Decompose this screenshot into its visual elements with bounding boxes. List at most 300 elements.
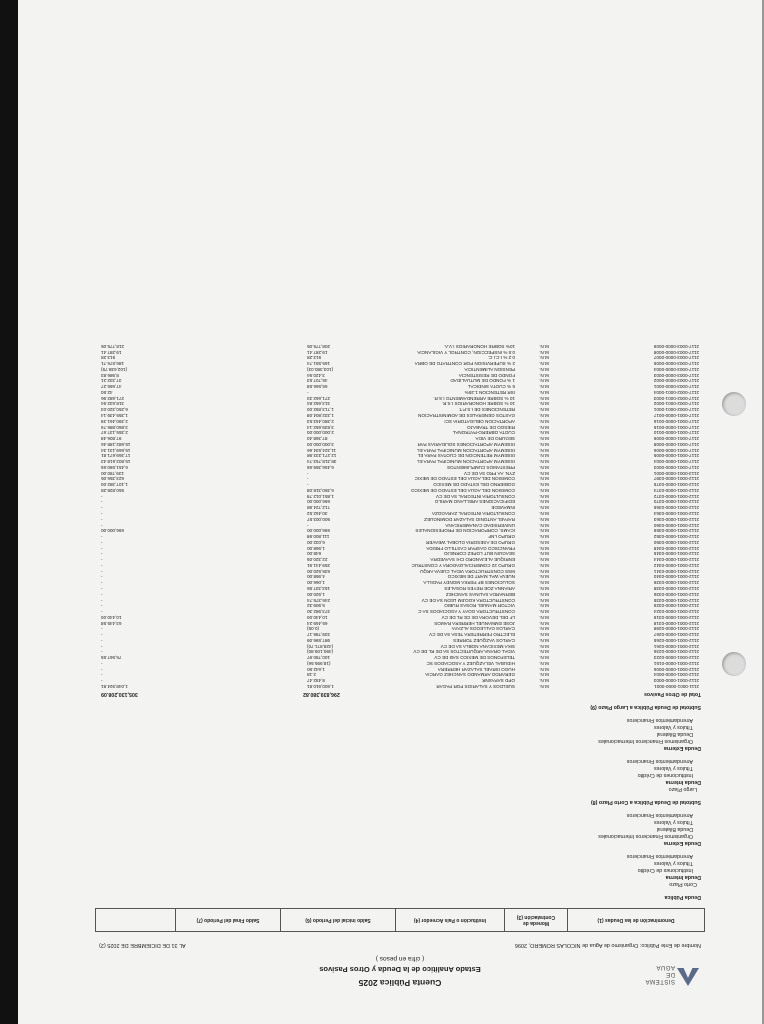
table-row — [95, 608, 705, 614]
saldo-inicial: - — [307, 476, 309, 482]
account-code: 2117-0001-0000-0009 — [653, 436, 699, 442]
currency: M.N. — [539, 505, 549, 511]
total-otros-pasivos-row — [95, 689, 701, 697]
account-code: 2117-0003-0000-0002 — [653, 378, 699, 384]
saldo-final: - — [101, 643, 103, 649]
account-code: 2112-0001-0000-0341 — [653, 568, 699, 574]
creditor-name: MSS CONSTRUCTORA VIDAL CUEVA ARQU — [420, 568, 515, 574]
creditor-name: LF DEL DEVORA DE CE RL DE CV — [441, 614, 515, 620]
saldo-inicial: 1,642.50 — [307, 666, 325, 672]
saldo-inicial: 246,375.74 — [307, 597, 330, 603]
saldo-final: - — [101, 534, 103, 540]
creditor-name: 1 % FONDO DE MUTUALIDAD — [450, 378, 515, 384]
table-row — [95, 505, 705, 511]
table-row — [95, 424, 705, 430]
table-row — [95, 458, 705, 464]
creditor-name: OPD SAPASNR — [482, 678, 515, 684]
saldo-final: - — [101, 678, 103, 684]
account-code: 2117-0001-0000-0010 — [653, 430, 699, 436]
table-row — [95, 499, 705, 505]
currency: M.N. — [539, 407, 549, 413]
saldo-final: - — [101, 539, 103, 545]
saldo-final: - — [101, 516, 103, 522]
saldo-final: 623,356.05 — [101, 476, 124, 482]
creditor-name: ICAMS, CORPORACION DE PROFESIONALES — [415, 528, 515, 534]
table-row — [95, 672, 705, 678]
currency: M.N. — [539, 562, 549, 568]
saldo-inicial: 65,469.24 — [307, 620, 328, 626]
account-code: 2112-0001-0000-0324 — [653, 609, 699, 615]
saldo-final: 63,445.58 — [101, 620, 122, 626]
account-code: 2117-0001-0000-0004 — [653, 459, 699, 465]
saldo-inicial: 2.18 — [307, 672, 316, 678]
creditor-name: HIDUBAL VELAZQUEZ Y ASOCIADOS SC — [426, 660, 515, 666]
saldo-final: - — [101, 666, 103, 672]
total-otros-pasivos-label: Total de Otros Pasivos — [643, 691, 701, 697]
creditor-name: VICTOR MANUEL ROSAS RUBIO — [444, 603, 515, 609]
account-code: 2117-0001-0000-0015 — [653, 424, 699, 430]
subtotal-largo-plazo: Subtotal de Deuda Pública a Largo Plazo (9) — [590, 704, 701, 710]
account-code: 2112-0001-0000-0374 — [653, 487, 699, 493]
currency: M.N. — [539, 464, 549, 470]
saldo-final: 218,775.05 — [101, 343, 124, 349]
saldo-inicial: 22,320.05 — [307, 557, 328, 563]
creditor-name: ISSEMYM APORTACIONES SOLIDARIAS PAR — [417, 441, 515, 447]
table-row — [95, 481, 705, 487]
account-code: 2112-0001-0000-0344 — [653, 557, 699, 563]
saldo-final: - — [101, 585, 103, 591]
table-row — [95, 579, 705, 585]
saldo-inicial: 1,920.00 — [307, 591, 325, 597]
account-code: 2112-0001-0000-0329 — [653, 603, 699, 609]
table-row — [95, 435, 705, 441]
category-largo-plazo: Largo Plazo — [668, 786, 697, 792]
account-code: 2112-0001-0000-0372 — [653, 493, 699, 499]
saldo-inicial: 5,909.32 — [307, 603, 325, 609]
saldo-final: - — [101, 626, 103, 632]
currency: M.N. — [539, 557, 549, 563]
currency: M.N. — [539, 649, 549, 655]
saldo-final: - — [101, 574, 103, 580]
saldo-final: - — [101, 632, 103, 638]
table-row — [95, 464, 705, 470]
category-item: Arrendamientos Financieros — [626, 758, 693, 764]
currency: M.N. — [539, 470, 549, 476]
creditor-name: 0.5 % INSPECCION, CONTROL Y VIGILANCIA — [417, 349, 515, 355]
saldo-final: 6,451,590.65 — [101, 464, 128, 470]
account-code: 2112-0001-0000-0352 — [653, 534, 699, 540]
saldo-final: 76,567.55 — [101, 655, 122, 661]
table-row — [95, 383, 705, 389]
table-row — [95, 441, 705, 447]
saldo-final: - — [101, 493, 103, 499]
account-code: 2112-0001-0000-0151 — [653, 660, 699, 666]
table-row — [95, 614, 705, 620]
subtotal-corto-plazo: Subtotal de Deuda Pública a Corto Plazo (8) — [590, 799, 701, 805]
table-row — [95, 533, 705, 539]
table-row — [95, 562, 705, 568]
creditor-name: APORTACION OBLIGATORIA SCI — [444, 418, 515, 424]
category-item: Instituciones de Crédito — [637, 772, 693, 778]
currency: M.N. — [539, 476, 549, 482]
category-item: Títulos y Valores — [653, 819, 693, 825]
creditor-name: INMAVEDE — [491, 505, 515, 511]
creditor-name: SOLUCIONES BF FERKA MONDY PADILLA — [423, 580, 515, 586]
creditor-name: CONSULTORIA INTEGRAL ZARAGOZA — [431, 511, 515, 517]
saldo-inicial: (18,995.56) — [307, 660, 331, 666]
creditor-name: GASTOS GENERALES DE ADMINISTRACION — [418, 413, 515, 419]
creditor-name: RIESGO DE TRABAJO — [467, 424, 515, 430]
table-row — [95, 683, 705, 689]
saldo-final: 1,355,439.14 — [101, 413, 128, 419]
table-row — [95, 545, 705, 551]
creditor-name: CONSTRUCTORA KOOJIM LEDN SA DE CV — [421, 597, 515, 603]
saldo-inicial: 65,566.58 — [307, 384, 328, 390]
saldo-final: 913.28 — [101, 355, 116, 361]
account-code: 2112-0001-0000-0363 — [653, 516, 699, 522]
currency: M.N. — [539, 534, 549, 540]
table-row — [95, 430, 705, 436]
creditor-name: COMISION DEL AGUA DEL ESTADO DE MEXIC — [414, 476, 515, 482]
creditor-name: EDIFICACIONES ARELLANO MARILO — [434, 499, 515, 505]
account-code: 2117-0003-0000-0003 — [653, 372, 699, 378]
saldo-final: 696,000.00 — [101, 528, 124, 534]
account-code: 2117-0003-0000-0009 — [653, 343, 699, 349]
saldo-final: 550,828.28 — [101, 487, 124, 493]
saldo-final: - — [101, 603, 103, 609]
account-code: 2117-0003-0000-0001 — [653, 384, 699, 390]
currency: M.N. — [539, 424, 549, 430]
table-row — [95, 677, 705, 683]
currency: M.N. — [539, 453, 549, 459]
category-item: Deuda Bilateral — [656, 826, 693, 832]
account-code: 2112-0001-0000-0342 — [653, 562, 699, 568]
currency: M.N. — [539, 447, 549, 453]
account-code: 2113-0001-0000-0001 — [653, 470, 699, 476]
table-row — [95, 597, 705, 603]
table-row — [95, 343, 705, 349]
creditor-name: ARIANNA ZOE REYES ROSALES — [444, 585, 515, 591]
creditor-name: 0.2 % I.C.I.C. — [487, 355, 515, 361]
account-code: 2117-0001-0000-0016 — [653, 418, 699, 424]
account-code: 2112-0001-0000-0345 — [653, 551, 699, 557]
binder-hole — [722, 652, 746, 676]
saldo-inicial: 696,000.00 — [307, 499, 330, 505]
table-row — [95, 355, 705, 361]
table-row — [95, 493, 705, 499]
creditor-name: FONDO DE RESISTENCIA — [458, 372, 515, 378]
saldo-inicial: 712,724.98 — [307, 505, 330, 511]
creditor-name: GOBIERNO DEL ESTADO DE MEXICO — [433, 482, 515, 488]
creditor-name: ELECTRO FERRETERA TESA SA DE CV — [429, 632, 515, 638]
saldo-inicial: 153,337.55 — [307, 585, 330, 591]
table-row — [95, 372, 705, 378]
creditor-name: CARLOS GALLEGOS ALZAYA — [451, 626, 515, 632]
saldo-inicial: 1,066.00 — [307, 580, 325, 586]
saldo-final: - — [101, 597, 103, 603]
saldo-final: - — [101, 660, 103, 666]
currency: M.N. — [539, 666, 549, 672]
table-row — [95, 574, 705, 580]
account-code: 2112-0001-0000-0318 — [653, 620, 699, 626]
currency: M.N. — [539, 378, 549, 384]
report-title: Cuenta Pública 2025 — [358, 978, 442, 988]
creditor-name: HUGO ISRAEL SALAZAR HERRERA — [437, 666, 515, 672]
saldo-inicial: 100,790.97 — [307, 655, 330, 661]
category-deuda-externa: Deuda Externa — [663, 745, 701, 751]
saldo-final: 15,802,618.43 — [101, 459, 131, 465]
saldo-inicial: 12,271,333.98 — [307, 453, 337, 459]
creditor-name: ISSEMYM RETENCION DE CUOTAS PARA EL — [417, 453, 515, 459]
category-item: Instituciones de Crédito — [637, 867, 693, 873]
creditor-name: SIKA MEXICANA NOBLA SA DE CV — [440, 643, 515, 649]
creditor-name: CONSTRUCTORA GOAY Y ASOCIADOS SA C — [418, 609, 515, 615]
saldo-inicial: 38,318,753.74 — [307, 459, 337, 465]
category-item: Organismos Financieros Internacionales — [598, 738, 693, 744]
saldo-final: - — [101, 499, 103, 505]
saldo-final: - — [101, 551, 103, 557]
currency: M.N. — [539, 660, 549, 666]
account-code: 2112-0001-0000-0364 — [653, 511, 699, 517]
saldo-inicial: 259,441.91 — [307, 562, 330, 568]
saldo-inicial: 1,332,804.08 — [307, 413, 334, 419]
currency: M.N. — [539, 672, 549, 678]
saldo-final: 1,048,924.81 — [101, 684, 128, 689]
account-code: 2112-0001-0000-0335 — [653, 597, 699, 603]
currency: M.N. — [539, 389, 549, 395]
category-corto-plazo: Corto Plazo — [669, 881, 697, 887]
account-code: 2112-0001-0000-0265 — [653, 637, 699, 643]
currency: M.N. — [539, 493, 549, 499]
currency: M.N. — [539, 620, 549, 626]
currency: M.N. — [539, 441, 549, 447]
category-item: Títulos y Valores — [653, 765, 693, 771]
account-code: 2112-0001-0000-0365 — [653, 505, 699, 511]
table-row — [95, 528, 705, 534]
account-code: 2111-0001-0000-0001 — [654, 684, 699, 689]
account-code: 2112-0001-0000-0336 — [653, 591, 699, 597]
currency: M.N. — [539, 436, 549, 442]
saldo-final: - — [101, 562, 103, 568]
creditor-name: 2 % SUPERVISION POR CONTRATO DE OBRA — [414, 361, 515, 367]
table-row — [95, 556, 705, 562]
creditor-name: SEGURO DE VIDA — [475, 436, 515, 442]
account-code: 2117-0003-0000-0004 — [653, 366, 699, 372]
table-row — [95, 660, 705, 666]
saldo-inicial: 6,350,318.08 — [307, 487, 334, 493]
saldo-final: - — [101, 511, 103, 517]
account-code: 2112-0001-0000-0359 — [653, 528, 699, 534]
creditor-name: FRANCISCO GASPAR CASTILLO FREIDA — [426, 545, 515, 551]
account-code: 2112-0001-0000-0261 — [653, 643, 699, 649]
saldo-inicial: 8,492.47 — [307, 678, 325, 684]
creditor-name: 10 % SOBRE ARRENDAMIENTO I.S.R. — [433, 395, 515, 401]
saldo-inicial: 373,982.30 — [307, 609, 330, 615]
saldo-final: - — [101, 545, 103, 551]
category-item: Títulos y Valores — [653, 860, 693, 866]
account-code: 2112-0001-0000-0340 — [653, 574, 699, 580]
currency: M.N. — [539, 516, 549, 522]
saldo-inicial: (0.05) — [307, 626, 320, 632]
saldo-inicial: 1,968.00 — [307, 545, 325, 551]
entity-name: Nombre de Ente Público: Organismo de Agua de NICOLAS ROMERO, 2096 — [514, 942, 701, 948]
account-code: 2117-0001-0000-0005 — [653, 453, 699, 459]
account-code: 2117-0003-0000-0005 — [653, 361, 699, 367]
report-subtitle: Estado Analítico de la Deuda y Otros Pasivos — [319, 965, 481, 974]
binder-hole — [722, 392, 746, 416]
account-code: 2117-0002-0001-0004 — [653, 389, 699, 395]
creditor-name: ZYN. AA PRO SA DE CV — [463, 470, 515, 476]
currency: M.N. — [539, 580, 549, 586]
currency: M.N. — [539, 487, 549, 493]
saldo-inicial: 648.00 — [307, 551, 322, 557]
creditor-name: CONSULTORIA INTEGRAL SA DE CV — [435, 493, 515, 499]
saldo-final: - — [101, 649, 103, 655]
table-row — [95, 412, 705, 418]
currency: M.N. — [539, 528, 549, 534]
currency: M.N. — [539, 585, 549, 591]
currency: M.N. — [539, 430, 549, 436]
account-code: 2112-0001-0000-0223 — [653, 655, 699, 661]
creditor-name: UNIVERSIDAD CANAMERICANA — [445, 522, 515, 528]
creditor-name: TELEFONOS DE MEXICO SAB DE CV — [434, 655, 515, 661]
saldo-inicial: 19,287.41 — [307, 349, 328, 355]
saldo-inicial: 6,032.00 — [307, 539, 325, 545]
table-row — [95, 591, 705, 597]
saldo-final: - — [101, 580, 103, 586]
table-row — [95, 643, 705, 649]
saldo-inicial: 45,707.53 — [307, 378, 328, 384]
column-header-institucion: Institución o País Acreedor (4) — [395, 909, 504, 931]
saldo-inicial: 11,324,534.66 — [307, 447, 337, 453]
currency: M.N. — [539, 372, 549, 378]
table-row — [95, 360, 705, 366]
saldo-final: - — [101, 505, 103, 511]
account-code: 2117-0002-0001-0001 — [653, 407, 699, 413]
creditor-name: COMISION DEL AGUA DEL ESTADO DE MEXICO — [411, 487, 515, 493]
creditor-name: BERNARDA SALINAS SANCHEZ — [445, 591, 515, 597]
creditor-name: RAFAEL ANTONIO SALAZAR DOMINGUEZ — [424, 516, 515, 522]
account-code: 2112-0001-0000-0319 — [653, 614, 699, 620]
account-code: 2112-0001-0000-0370 — [653, 499, 699, 505]
saldo-inicial: 165,551.74 — [307, 361, 330, 367]
saldo-inicial: 4,958.00 — [307, 574, 325, 580]
account-code: 2112-0001-0000-0348 — [653, 545, 699, 551]
saldo-inicial: 30,462.52 — [307, 511, 328, 517]
account-code: 2112-0001-0000-0006 — [653, 666, 699, 672]
saldo-final: - — [101, 557, 103, 563]
saldo-inicial: 913.28 — [307, 355, 322, 361]
currency: M.N. — [539, 591, 549, 597]
currency: M.N. — [539, 539, 549, 545]
saldo-final: 318,632.94 — [101, 401, 124, 407]
saldo-inicial: 111,800.98 — [307, 534, 330, 540]
table-row — [95, 649, 705, 655]
table-row — [95, 620, 705, 626]
saldo-final: - — [101, 568, 103, 574]
account-code: 2112-0001-0000-0375 — [653, 482, 699, 488]
account-code: 2112-0001-0000-0236 — [653, 649, 699, 655]
category-item: Arrendamientos Financieros — [626, 717, 693, 723]
account-code: 2117-0001-0000-0006 — [653, 447, 699, 453]
account-code: 2117-0001-0000-0008 — [653, 441, 699, 447]
currency: M.N. — [539, 482, 549, 488]
category-deuda-externa: Deuda Externa — [663, 840, 701, 846]
creditor-name: GRUPO 22 COMERCIALIZADORA Y CONSTRUC — [411, 562, 515, 568]
table-row — [95, 510, 705, 516]
account-code: 2117-0001-0000-0003 — [653, 464, 699, 470]
creditor-name: ISSEMYM APORTACION MUNICIPAL PARA EL — [416, 447, 515, 453]
currency: M.N. — [539, 678, 549, 684]
column-header-saldo-inicial: Saldo inicial del Periodo (6) — [280, 909, 395, 931]
saldo-inicial: - — [307, 389, 309, 395]
saldo-final: - — [101, 637, 103, 643]
currency: M.N. — [539, 614, 549, 620]
saldo-final: 186,576.71 — [101, 361, 124, 367]
currency: M.N. — [539, 603, 549, 609]
currency: M.N. — [539, 684, 549, 689]
saldo-final: - — [101, 609, 103, 615]
currency: M.N. — [539, 459, 549, 465]
saldo-final: - — [101, 672, 103, 678]
account-code: 2117-0002-0001-0003 — [653, 395, 699, 401]
saldo-final: 37,332.21 — [101, 378, 122, 384]
saldo-inicial: - — [307, 522, 309, 528]
saldo-inicial: 987,596.09 — [307, 637, 330, 643]
saldo-final: 47,655.27 — [101, 384, 122, 390]
saldo-inicial: 3,000,000.00 — [307, 441, 334, 447]
table-row — [95, 522, 705, 528]
account-code: 2117-0003-0000-0008 — [653, 349, 699, 355]
currency: M.N. — [539, 366, 549, 372]
liabilities-table — [95, 343, 705, 689]
table-row — [95, 516, 705, 522]
currency: M.N. — [539, 349, 549, 355]
saldo-final: 3,860,886.76 — [101, 424, 128, 430]
logo-text: SISTEMA DE AGUA — [645, 964, 675, 984]
currency: M.N. — [539, 637, 549, 643]
currency: M.N. — [539, 401, 549, 407]
saldo-final: 271,682.96 — [101, 395, 124, 401]
saldo-final: 97,806.48 — [101, 436, 122, 442]
creditor-name: 10% SOBRE HONORARIOS I.V.A. — [443, 343, 515, 349]
table-row — [95, 476, 705, 482]
saldo-inicial: 1,600,910.81 — [307, 684, 334, 689]
account-code: 2112-0001-0000-0360 — [653, 522, 699, 528]
total-otros-pasivos-final: 305,130,208.09 — [101, 691, 138, 697]
currency: M.N. — [539, 568, 549, 574]
saldo-final: 2,355,137.67 — [101, 430, 128, 436]
document-header — [95, 900, 705, 992]
saldo-final: 1,107,382.00 — [101, 482, 128, 488]
column-header-denominacion: Denominación de las Deudas (1) — [567, 909, 704, 931]
saldo-final: 17,369,671.81 — [101, 453, 131, 459]
creditor-name: 5 % CUOTA SINDICAL — [467, 384, 515, 390]
currency: M.N. — [539, 655, 549, 661]
currency: M.N. — [539, 632, 549, 638]
saldo-final: 10,440.00 — [101, 614, 122, 620]
creditor-name: CUOTA OBRERO-PATRONAL — [452, 430, 515, 436]
table-row — [95, 453, 705, 459]
table-row — [95, 654, 705, 660]
category-deuda-publica: Deuda Pública — [664, 894, 701, 900]
saldo-final: 15,669,131.34 — [101, 447, 131, 453]
table-row — [95, 470, 705, 476]
saldo-final: 42.50 — [101, 389, 113, 395]
account-code: 2112-0001-0000-0397 — [653, 476, 699, 482]
saldo-inicial: 2,380,463.53 — [307, 418, 334, 424]
category-item: Organismos Financieros Internacionales — [598, 833, 693, 839]
